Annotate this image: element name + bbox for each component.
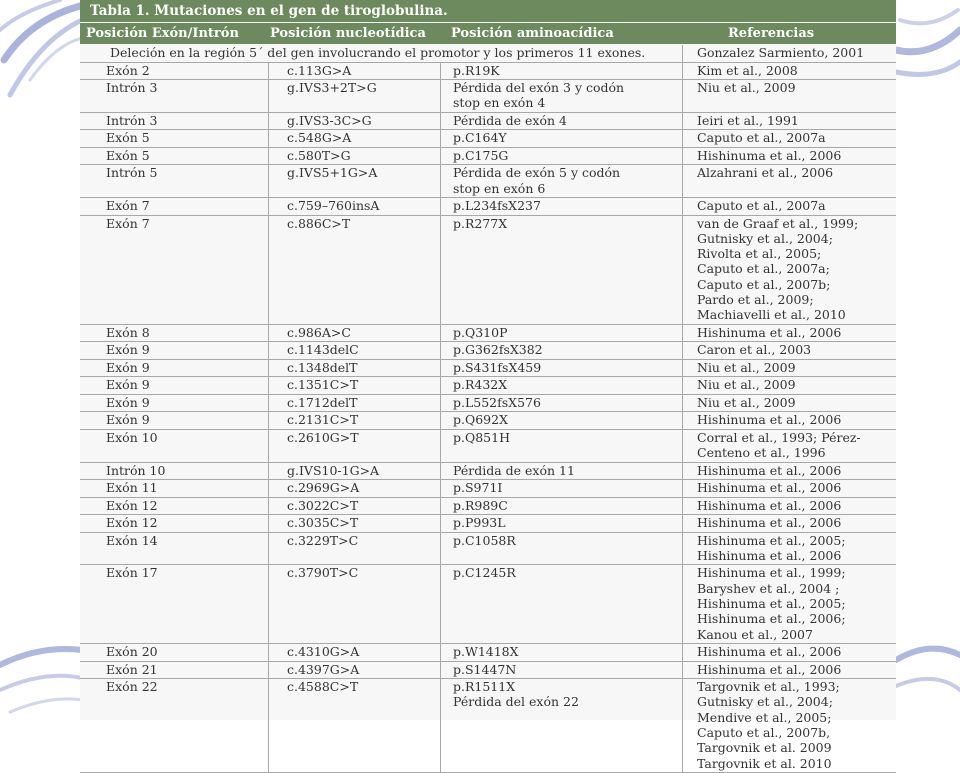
mutation-table xyxy=(80,0,896,771)
cell-exon-intron-text: Exón 7 xyxy=(106,215,150,231)
cell-exon-intron-text: Exón 12 xyxy=(106,497,158,513)
cell-references xyxy=(682,412,896,429)
cell-exon-intron xyxy=(80,113,268,130)
cell-exon-intron-text: Exón 17 xyxy=(106,565,158,581)
cell-reference-line: Hishinuma et al., 1999; xyxy=(697,565,846,581)
cell-nucleotide xyxy=(268,395,440,412)
cell-references xyxy=(682,45,896,62)
cell-references xyxy=(682,480,896,497)
cell-nucleotide-text: c.3790T>C xyxy=(287,565,359,581)
cell-amino-acid xyxy=(440,80,682,112)
cell-references xyxy=(682,325,896,342)
cell-nucleotide xyxy=(268,662,440,679)
cell-amino-acid-line: p.C1058R xyxy=(453,532,516,548)
cell-amino-acid xyxy=(440,395,682,412)
cell-amino-acid xyxy=(440,412,682,429)
cell-amino-acid-line: p.R277X xyxy=(453,215,508,231)
cell-nucleotide-text: c.113G>A xyxy=(287,62,352,78)
cell-reference-line: Hishinuma et al., 2006 xyxy=(697,147,842,163)
cell-exon-intron-text: Intrón 10 xyxy=(106,462,166,478)
cell-nucleotide-text: g.IVS5+1G>A xyxy=(287,165,378,181)
cell-nucleotide-text: c.4310G>A xyxy=(287,644,360,660)
cell-nucleotide xyxy=(268,130,440,147)
cell-references xyxy=(682,63,896,80)
cell-exon-intron xyxy=(80,395,268,412)
cell-reference-line: Hishinuma et al., 2006 xyxy=(697,462,842,478)
cell-exon-intron-text: Exón 8 xyxy=(106,324,150,340)
cell-amino-acid-line: p.Q692X xyxy=(453,412,508,428)
table-row xyxy=(80,565,896,644)
cell-references xyxy=(682,515,896,532)
cell-reference-line: Niu et al., 2009 xyxy=(697,394,796,410)
cell-references xyxy=(682,662,896,679)
cell-nucleotide xyxy=(268,480,440,497)
cell-exon-intron xyxy=(80,342,268,359)
cell-amino-acid-line: p.P993L xyxy=(453,515,506,531)
cell-exon-intron-text: Exón 2 xyxy=(106,62,150,78)
cell-exon-intron-text: Intrón 5 xyxy=(106,165,158,181)
cell-nucleotide-text: c.3035C>T xyxy=(287,515,359,531)
cell-nucleotide xyxy=(268,430,440,462)
cell-reference-line: Gonzalez Sarmiento, 2001 xyxy=(697,45,865,60)
swirl-decoration-bottom-right xyxy=(896,649,960,690)
cell-references xyxy=(682,377,896,394)
table-body xyxy=(80,45,896,773)
cell-exon-intron xyxy=(80,325,268,342)
cell-exon-intron xyxy=(80,679,268,772)
cell-exon-intron xyxy=(80,430,268,462)
cell-nucleotide-text: c.2610G>T xyxy=(287,429,359,445)
cell-references xyxy=(682,395,896,412)
cell-nucleotide-text: c.1143delC xyxy=(287,342,359,358)
cell-reference-line: Baryshev et al., 2004 ; xyxy=(697,580,840,596)
cell-exon-intron xyxy=(80,377,268,394)
cell-amino-acid xyxy=(440,463,682,480)
table-row xyxy=(80,395,896,413)
cell-nucleotide xyxy=(268,463,440,480)
cell-amino-acid-line: p.S1447N xyxy=(453,661,517,677)
table-row xyxy=(80,148,896,166)
table-row xyxy=(80,342,896,360)
cell-reference-line: Caputo et al., 2007a; xyxy=(697,261,830,277)
cell-exon-intron xyxy=(80,565,268,643)
table-row xyxy=(80,80,896,113)
cell-nucleotide xyxy=(268,498,440,515)
cell-amino-acid-line: Pérdida de exón 5 y codón xyxy=(453,165,621,181)
cell-reference-line: Targovnik et al. 2009 xyxy=(697,740,832,756)
cell-references xyxy=(682,198,896,215)
cell-amino-acid-line: p.Q851H xyxy=(453,429,510,445)
cell-amino-acid xyxy=(440,515,682,532)
cell-nucleotide-text: c.4588C>T xyxy=(287,679,359,695)
cell-amino-acid-line: p.C164Y xyxy=(453,130,507,146)
header-references: Referencias xyxy=(728,26,815,41)
cell-nucleotide-text: c.2969G>A xyxy=(287,480,360,496)
cell-amino-acid-line: p.C1245R xyxy=(453,565,516,581)
cell-reference-line: Hishinuma et al., 2006; xyxy=(697,611,846,627)
cell-amino-acid-line: p.L552fsX576 xyxy=(453,394,541,410)
cell-reference-line: Niu et al., 2009 xyxy=(697,377,796,393)
cell-exon-intron-text: Exón 14 xyxy=(106,532,158,548)
cell-nucleotide xyxy=(268,113,440,130)
cell-exon-intron xyxy=(80,148,268,165)
cell-amino-acid-line: p.G362fsX382 xyxy=(453,342,543,358)
cell-references xyxy=(682,679,896,772)
cell-reference-line: Caputo et al., 2007a xyxy=(697,198,826,214)
cell-nucleotide xyxy=(268,325,440,342)
cell-amino-acid xyxy=(440,216,682,324)
cell-amino-acid xyxy=(440,377,682,394)
cell-exon-intron xyxy=(80,498,268,515)
cell-references xyxy=(682,430,896,462)
cell-exon-intron xyxy=(80,515,268,532)
cell-references xyxy=(682,644,896,661)
table-row xyxy=(80,480,896,498)
cell-reference-line: Ieiri et al., 1991 xyxy=(697,112,799,128)
cell-amino-acid xyxy=(440,113,682,130)
cell-amino-acid-line: Pérdida de exón 4 xyxy=(453,112,567,128)
cell-exon-intron-text: Exón 9 xyxy=(106,394,150,410)
table-row xyxy=(80,45,896,63)
cell-reference-line: Hishinuma et al., 2006 xyxy=(697,497,842,513)
cell-nucleotide xyxy=(268,533,440,565)
cell-nucleotide xyxy=(268,342,440,359)
table-row xyxy=(80,165,896,198)
cell-exon-intron xyxy=(80,463,268,480)
table-row xyxy=(80,198,896,216)
table-title: Tabla 1. Mutaciones en el gen de tiroglobulina. xyxy=(80,0,896,22)
cell-reference-line: Kim et al., 2008 xyxy=(697,62,798,78)
cell-references xyxy=(682,533,896,565)
cell-amino-acid xyxy=(440,644,682,661)
table-row xyxy=(80,63,896,81)
cell-exon-intron-text: Exón 9 xyxy=(106,412,150,428)
cell-exon-intron-text: Exón 5 xyxy=(106,147,150,163)
cell-reference-line: Niu et al., 2009 xyxy=(697,80,796,95)
cell-nucleotide-text: c.1348delT xyxy=(287,359,358,375)
cell-exon-intron xyxy=(80,480,268,497)
cell-nucleotide xyxy=(268,565,440,643)
table-row xyxy=(80,463,896,481)
cell-amino-acid-line: stop en exón 6 xyxy=(453,180,546,196)
cell-spanning-description xyxy=(80,45,682,62)
cell-nucleotide xyxy=(268,80,440,112)
table-row xyxy=(80,430,896,463)
cell-reference-line: Hishinuma et al., 2006 xyxy=(697,324,842,340)
cell-references xyxy=(682,360,896,377)
cell-nucleotide-text: c.3022C>T xyxy=(287,497,359,513)
table-row xyxy=(80,216,896,325)
cell-exon-intron-text: Intrón 3 xyxy=(106,80,158,95)
cell-reference-line: Hishinuma et al., 2006 xyxy=(697,661,842,677)
cell-references xyxy=(682,165,896,197)
cell-reference-line: Mendive et al., 2005; xyxy=(697,709,832,725)
cell-reference-line: Hishinuma et al., 2006 xyxy=(697,515,842,531)
cell-nucleotide-text: c.580T>G xyxy=(287,147,351,163)
cell-amino-acid xyxy=(440,480,682,497)
cell-amino-acid-line: Pérdida del exón 22 xyxy=(453,694,579,710)
cell-amino-acid xyxy=(440,430,682,462)
cell-reference-line: Centeno et al., 1996 xyxy=(697,445,826,461)
table-row xyxy=(80,515,896,533)
cell-exon-intron xyxy=(80,80,268,112)
cell-references xyxy=(682,216,896,324)
cell-reference-line: Alzahrani et al., 2006 xyxy=(697,165,834,181)
cell-amino-acid-line: Pérdida de exón 11 xyxy=(453,462,575,478)
cell-amino-acid xyxy=(440,533,682,565)
cell-nucleotide xyxy=(268,412,440,429)
cell-amino-acid-line: p.Q310P xyxy=(453,324,508,340)
cell-references xyxy=(682,342,896,359)
cell-amino-acid xyxy=(440,63,682,80)
cell-reference-line: Niu et al., 2009 xyxy=(697,359,796,375)
cell-amino-acid xyxy=(440,662,682,679)
cell-amino-acid xyxy=(440,325,682,342)
cell-nucleotide-text: c.3229T>C xyxy=(287,532,359,548)
cell-amino-acid-line: p.R19K xyxy=(453,62,500,78)
cell-nucleotide-text: g.IVS3-3C>G xyxy=(287,112,372,128)
cell-exon-intron-text: Exón 12 xyxy=(106,515,158,531)
cell-amino-acid xyxy=(440,679,682,772)
table-row xyxy=(80,498,896,516)
cell-amino-acid xyxy=(440,198,682,215)
cell-exon-intron-text: Exón 10 xyxy=(106,429,158,445)
swirl-decoration-top-left xyxy=(0,0,82,95)
cell-reference-line: Hishinuma et al., 2005; xyxy=(697,532,846,548)
table-row xyxy=(80,325,896,343)
table-header-row xyxy=(80,23,896,44)
cell-reference-line: Caron et al., 2003 xyxy=(697,342,812,358)
cell-amino-acid-line: p.W1418X xyxy=(453,644,519,660)
cell-nucleotide-text: c.1712delT xyxy=(287,394,358,410)
cell-nucleotide xyxy=(268,679,440,772)
cell-references xyxy=(682,148,896,165)
header-nucleotide: Posición nucleotídica xyxy=(270,26,426,41)
cell-reference-line: Hishinuma et al., 2006 xyxy=(697,644,842,660)
cell-amino-acid-line: p.C175G xyxy=(453,147,509,163)
cell-amino-acid xyxy=(440,565,682,643)
cell-nucleotide-text: c.548G>A xyxy=(287,130,352,146)
cell-reference-line: Caputo et al., 2007b; xyxy=(697,276,831,292)
cell-exon-intron xyxy=(80,165,268,197)
cell-amino-acid-line: Pérdida del exón 3 y codón xyxy=(453,80,625,95)
cell-amino-acid xyxy=(440,498,682,515)
cell-amino-acid xyxy=(440,165,682,197)
cell-exon-intron-text: Exón 20 xyxy=(106,644,158,660)
cell-amino-acid-line: stop en exón 4 xyxy=(453,95,546,111)
cell-nucleotide xyxy=(268,198,440,215)
cell-nucleotide-text: c.986A>C xyxy=(287,324,351,340)
cell-exon-intron xyxy=(80,130,268,147)
header-amino-acid: Posición aminoacídica xyxy=(451,26,614,41)
cell-amino-acid xyxy=(440,360,682,377)
cell-exon-intron-text: Exón 7 xyxy=(106,198,150,214)
cell-exon-intron xyxy=(80,533,268,565)
cell-reference-line: Machiavelli et al., 2010 xyxy=(697,307,846,323)
cell-references xyxy=(682,498,896,515)
cell-amino-acid xyxy=(440,342,682,359)
cell-amino-acid-line: p.R1511X xyxy=(453,679,516,695)
cell-amino-acid xyxy=(440,148,682,165)
cell-nucleotide xyxy=(268,216,440,324)
cell-references xyxy=(682,80,896,112)
cell-reference-line: Hishinuma et al., 2006 xyxy=(697,480,842,496)
cell-nucleotide xyxy=(268,148,440,165)
cell-exon-intron xyxy=(80,360,268,377)
table-row xyxy=(80,360,896,378)
cell-amino-acid-line: p.R989C xyxy=(453,497,508,513)
cell-amino-acid-line: p.S431fsX459 xyxy=(453,359,542,375)
table-row xyxy=(80,113,896,131)
cell-references xyxy=(682,565,896,643)
cell-exon-intron xyxy=(80,412,268,429)
table-row xyxy=(80,662,896,680)
cell-exon-intron-text: Exón 9 xyxy=(106,377,150,393)
table-row xyxy=(80,412,896,430)
cell-reference-line: Rivolta et al., 2005; xyxy=(697,246,822,262)
cell-nucleotide xyxy=(268,515,440,532)
cell-exon-intron xyxy=(80,198,268,215)
cell-nucleotide-text: c.886C>T xyxy=(287,215,351,231)
cell-references xyxy=(682,130,896,147)
cell-nucleotide-text: g.IVS3+2T>G xyxy=(287,80,377,95)
cell-reference-line: Hishinuma et al., 2006 xyxy=(697,412,842,428)
cell-nucleotide-text: c.4397G>A xyxy=(287,661,360,677)
cell-exon-intron-text: Exón 9 xyxy=(106,359,150,375)
cell-nucleotide-text: c.1351C>T xyxy=(287,377,359,393)
cell-exon-intron xyxy=(80,63,268,80)
table-row xyxy=(80,130,896,148)
cell-nucleotide-text: g.IVS10-1G>A xyxy=(287,462,380,478)
cell-amino-acid-line: p.R432X xyxy=(453,377,508,393)
cell-reference-line: Targovnik et al. 2010 xyxy=(697,755,832,771)
cell-reference-line: Caputo et al., 2007b, xyxy=(697,725,831,741)
cell-reference-line: Hishinuma et al., 2005; xyxy=(697,596,846,612)
cell-reference-line: Targovnik et al., 1993; xyxy=(697,679,840,695)
cell-exon-intron xyxy=(80,662,268,679)
cell-exon-intron-text: Exón 21 xyxy=(106,661,158,677)
table-row xyxy=(80,377,896,395)
cell-amino-acid-line: p.L234fsX237 xyxy=(453,198,541,214)
cell-nucleotide xyxy=(268,63,440,80)
swirl-decoration-bottom-left xyxy=(0,649,82,712)
cell-nucleotide xyxy=(268,360,440,377)
cell-amino-acid xyxy=(440,130,682,147)
cell-reference-line: Caputo et al., 2007a xyxy=(697,130,826,146)
cell-reference-line: Hishinuma et al., 2006 xyxy=(697,547,842,563)
cell-reference-line: Gutnisky et al., 2004; xyxy=(697,230,833,246)
cell-references xyxy=(682,113,896,130)
cell-nucleotide-text: c.2131C>T xyxy=(287,412,359,428)
cell-exon-intron-text: Exón 9 xyxy=(106,342,150,358)
cell-exon-intron xyxy=(80,216,268,324)
cell-references xyxy=(682,463,896,480)
cell-exon-intron-text: Exón 22 xyxy=(106,679,158,695)
table-row xyxy=(80,533,896,566)
header-exon-intron: Posición Exón/Intrón xyxy=(86,26,239,41)
swirl-decoration-top-right xyxy=(896,10,960,74)
cell-reference-line: Gutnisky et al., 2004; xyxy=(697,694,833,710)
cell-exon-intron-text: Exón 5 xyxy=(106,130,150,146)
cell-nucleotide xyxy=(268,377,440,394)
cell-reference-line: van de Graaf et al., 1999; xyxy=(697,215,859,231)
cell-nucleotide-text: c.759–760insA xyxy=(287,198,380,214)
cell-nucleotide xyxy=(268,644,440,661)
table-row xyxy=(80,679,896,773)
cell-amino-acid-line: p.S971I xyxy=(453,480,503,496)
cell-reference-line: Pardo et al., 2009; xyxy=(697,292,814,308)
cell-exon-intron-text: Intrón 3 xyxy=(106,112,158,128)
cell-reference-line: Kanou et al., 2007 xyxy=(697,626,813,642)
cell-reference-line: Corral et al., 1993; Pérez- xyxy=(697,429,861,445)
cell-spanning-description-text: Deleción en la región 5´ del gen involucrando el promotor y los primeros 11 exones. xyxy=(110,45,646,60)
table-row xyxy=(80,644,896,662)
cell-exon-intron xyxy=(80,644,268,661)
cell-nucleotide xyxy=(268,165,440,197)
cell-exon-intron-text: Exón 11 xyxy=(106,480,158,496)
